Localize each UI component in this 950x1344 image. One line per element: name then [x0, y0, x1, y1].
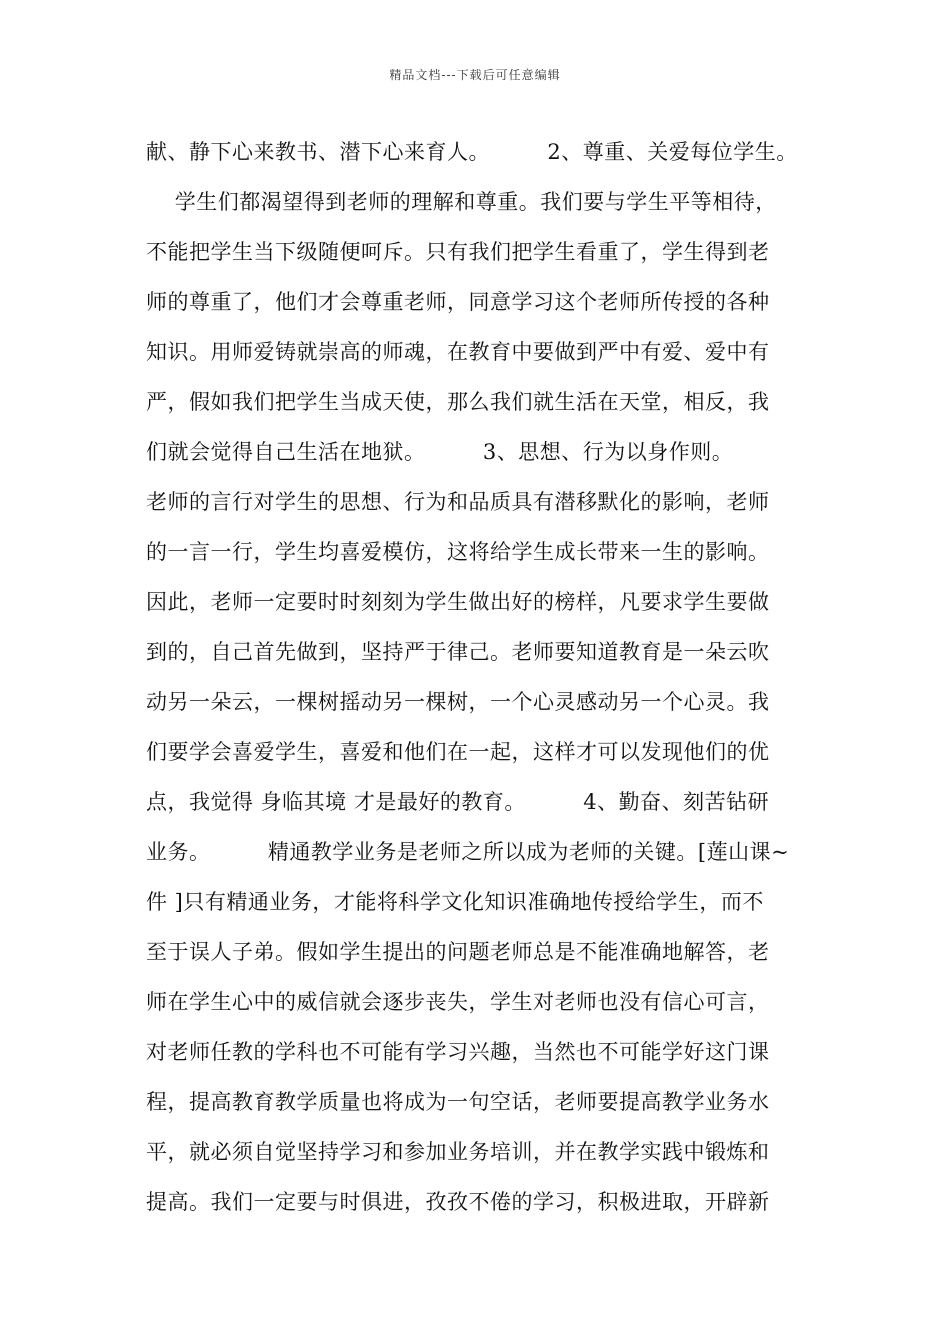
- text-line: 师在学生心中的威信就会逐步丧失，学生对老师也没有信心可言，: [146, 990, 770, 1014]
- text-line: 献、静下心来教书、潜下心来育人。 2、尊重、关爱每位学生。: [146, 140, 798, 164]
- text-line: 至于误人子弟。假如学生提出的问题老师总是不能准确地解答，老: [146, 940, 770, 964]
- text-line: 老师的言行对学生的思想、行为和品质具有潜移默化的影响，老师: [146, 490, 770, 514]
- text-line: 到的，自己首先做到，坚持严于律己。老师要知道教育是一朵云吹: [146, 640, 770, 664]
- text-line: 师的尊重了，他们才会尊重老师，同意学习这个老师所传授的各种: [146, 290, 770, 314]
- page-header: 精品文档---下载后可任意编辑: [389, 68, 561, 82]
- text-line: 的一言一行，学生均喜爱模仿，这将给学生成长带来一生的影响。: [146, 540, 770, 564]
- text-line: 点，我觉得 身临其境 才是最好的教育。 4、勤奋、刻苦钻研: [146, 790, 770, 814]
- text-line: 们要学会喜爱学生，喜爱和他们在一起，这样才可以发现他们的优: [146, 740, 770, 764]
- text-line: 件 ]只有精通业务，才能将科学文化知识准确地传授给学生，而不: [146, 890, 764, 914]
- text-line: 知识。用师爱铸就崇高的师魂，在教育中要做到严中有爱、爱中有: [146, 340, 770, 364]
- text-line: 平，就必须自觉坚持学习和参加业务培训，并在教学实践中锻炼和: [146, 1140, 770, 1164]
- text-line: 因此，老师一定要时时刻刻为学生做出好的榜样，凡要求学生要做: [146, 590, 770, 614]
- text-line: 动另一朵云，一棵树摇动另一棵树，一个心灵感动另一个心灵。我: [146, 690, 770, 714]
- text-line: 不能把学生当下级随便呵斥。只有我们把学生看重了，学生得到老: [146, 240, 770, 264]
- text-line: 严，假如我们把学生当成天使，那么我们就生活在天堂，相反，我: [146, 390, 770, 414]
- text-line: 提高。我们一定要与时俱进，孜孜不倦的学习，积极进取，开辟新: [146, 1190, 770, 1214]
- text-line: 业务。 精通教学业务是老师之所以成为老师的关键。[莲山课~: [146, 840, 790, 864]
- text-line: 们就会觉得自己生活在地狱。 3、思想、行为以身作则。: [146, 440, 734, 464]
- text-line: 对老师任教的学科也不可能有学习兴趣，当然也不可能学好这门课: [146, 1040, 770, 1064]
- text-line: 程，提高教育教学质量也将成为一句空话，老师要提高教学业务水: [146, 1090, 770, 1114]
- text-line: 学生们都渴望得到老师的理解和尊重。我们要与学生平等相待，: [146, 190, 777, 214]
